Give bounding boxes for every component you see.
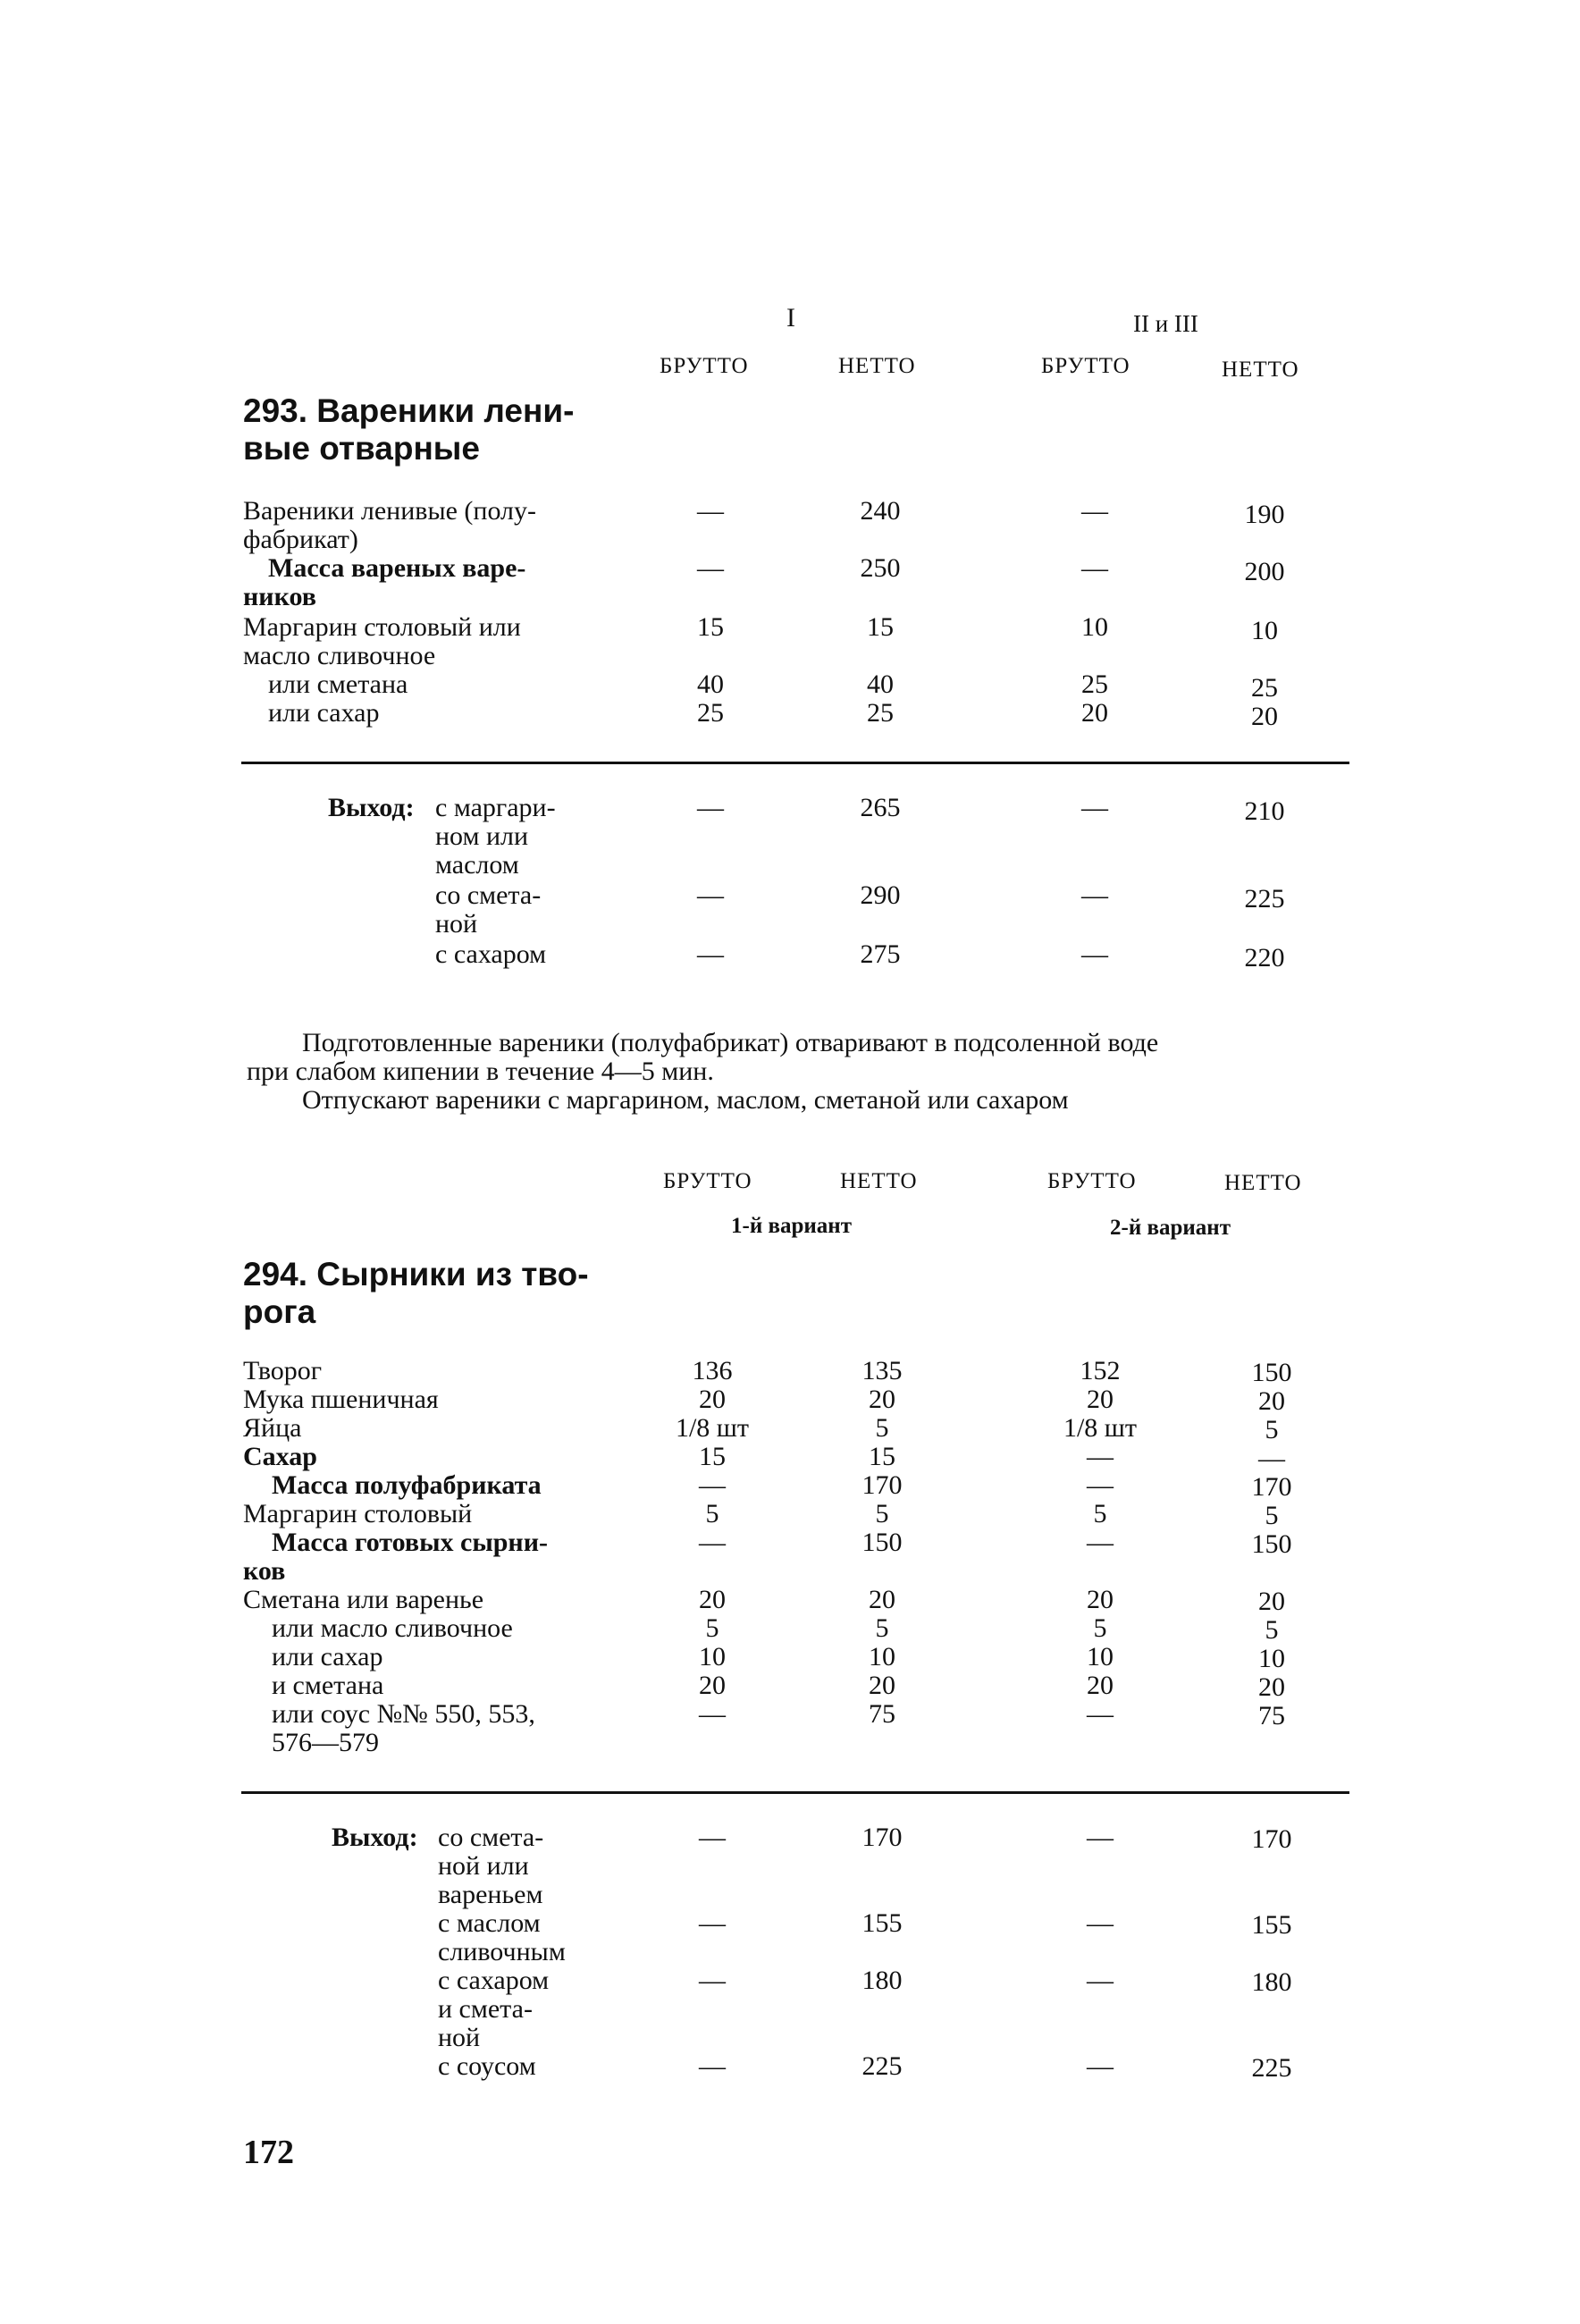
value-cell: 20 (1258, 1386, 1285, 1416)
value-cell: 10 (869, 1642, 895, 1671)
ingredient-label: ков (243, 1556, 286, 1586)
group-header-I: I (786, 303, 795, 333)
value-cell: 5 (1265, 1501, 1279, 1530)
column-header-brutto-2: БРУТТО (1041, 354, 1130, 378)
value-cell: 1/8 шт (675, 1413, 750, 1443)
value-cell: 170 (1251, 1472, 1292, 1502)
output-item-label: с маслом (438, 1908, 541, 1938)
output-label: Выход: (332, 1823, 418, 1852)
output-item-label: со смета- (435, 880, 542, 910)
table-divider (241, 1791, 1349, 1794)
output-item-label: ной (435, 909, 478, 939)
value-cell: — (1087, 1966, 1114, 1995)
value-cell: 170 (1251, 1824, 1292, 1854)
value-cell: 180 (1251, 1967, 1292, 1997)
value-cell: 136 (692, 1356, 733, 1385)
value-cell: 225 (861, 2051, 903, 2081)
output-item-label: и смета- (438, 1994, 533, 2024)
ingredient-label: или сахар (272, 1642, 383, 1671)
value-cell: 15 (697, 612, 724, 642)
value-cell: 150 (1251, 1358, 1292, 1387)
ingredient-label: фабрикат) (243, 525, 358, 554)
value-cell: 1/8 шт (1063, 1413, 1138, 1443)
value-cell: 5 (1093, 1613, 1107, 1643)
value-cell: — (1087, 1470, 1114, 1500)
ingredient-label: масло сливочное (243, 641, 436, 670)
value-cell: 10 (699, 1642, 726, 1671)
serving-instructions: Отпускают вареники с маргарином, маслом, сметаной или сахаром (302, 1085, 1069, 1115)
value-cell: 20 (699, 1585, 726, 1614)
cooking-instructions-line1: Подготовленные вареники (полуфабрикат) отваривают в подсоленной воде (302, 1028, 1159, 1057)
value-cell: 20 (1081, 698, 1108, 728)
value-cell: 20 (1087, 1671, 1114, 1700)
value-cell: 180 (861, 1966, 903, 1995)
value-cell: 75 (1258, 1701, 1285, 1730)
ingredient-label: или сметана (268, 669, 408, 699)
output-item-label: с сахаром (435, 939, 547, 969)
value-cell: 150 (1251, 1529, 1292, 1559)
value-cell: 20 (1258, 1587, 1285, 1616)
value-cell: 10 (1081, 612, 1108, 642)
ingredient-label: Творог (243, 1356, 323, 1385)
table-divider (241, 762, 1349, 764)
value-cell: 25 (1251, 673, 1278, 703)
value-cell: 220 (1244, 943, 1285, 973)
value-cell: 250 (860, 553, 901, 583)
column-header-netto-1: НЕТТО (838, 354, 916, 378)
value-cell: — (699, 1528, 726, 1557)
output-item-label: вареньем (438, 1880, 543, 1909)
cooking-instructions-line2: при слабом кипении в течение 4—5 мин. (247, 1057, 714, 1086)
value-cell: 5 (1265, 1615, 1279, 1645)
ingredient-label: или соус №№ 550, 553, (272, 1699, 535, 1729)
value-cell: — (1258, 1444, 1285, 1473)
output-item-label: со смета- (438, 1823, 544, 1852)
column-header-netto-2: НЕТТО (1224, 1171, 1302, 1195)
value-cell: 20 (869, 1585, 895, 1614)
value-cell: 20 (699, 1671, 726, 1700)
value-cell: — (699, 1699, 726, 1729)
value-cell: 5 (1265, 1415, 1279, 1444)
recipe-294-title-line1: 294. Сырники из тво- (243, 1256, 589, 1293)
output-item-label: ной (438, 2023, 481, 2052)
value-cell: — (1087, 1823, 1114, 1852)
value-cell: 40 (867, 669, 894, 699)
value-cell: — (699, 1470, 726, 1500)
value-cell: — (1087, 1442, 1114, 1471)
value-cell: 5 (705, 1499, 719, 1528)
recipe-294-title-line2: рога (243, 1293, 316, 1330)
output-item-label: с маргари- (435, 793, 556, 822)
value-cell: — (1087, 1699, 1114, 1729)
value-cell: 5 (875, 1613, 889, 1643)
ingredient-label: Масса вареных варе- (268, 553, 526, 583)
value-cell: 5 (705, 1613, 719, 1643)
value-cell: — (697, 793, 724, 822)
column-header-netto-1: НЕТТО (840, 1169, 918, 1193)
value-cell: 210 (1244, 796, 1285, 826)
output-item-label: ной или (438, 1851, 529, 1881)
output-item-label: маслом (435, 850, 519, 880)
value-cell: 155 (1251, 1910, 1292, 1940)
ingredient-label: Масса готовых сырни- (272, 1528, 548, 1557)
ingredient-label: или масло сливочное (272, 1613, 513, 1643)
value-cell: 20 (1251, 702, 1278, 731)
value-cell: 225 (1244, 884, 1285, 914)
ingredient-label: или сахар (268, 698, 380, 728)
value-cell: 190 (1244, 500, 1285, 529)
value-cell: — (697, 496, 724, 526)
value-cell: 152 (1080, 1356, 1121, 1385)
value-cell: — (697, 880, 724, 910)
value-cell: 20 (1087, 1585, 1114, 1614)
ingredient-label: Сахар (243, 1442, 317, 1471)
value-cell: 10 (1251, 616, 1278, 645)
ingredient-label: и сметана (272, 1671, 384, 1700)
value-cell: 40 (697, 669, 724, 699)
value-cell: 200 (1244, 557, 1285, 586)
value-cell: — (699, 1966, 726, 1995)
value-cell: 170 (861, 1823, 903, 1852)
group-header-II-III: II и III (1133, 310, 1198, 337)
value-cell: 5 (875, 1413, 889, 1443)
value-cell: — (697, 939, 724, 969)
value-cell: 25 (697, 698, 724, 728)
value-cell: 290 (860, 880, 901, 910)
value-cell: 15 (699, 1442, 726, 1471)
output-item-label: с сахаром (438, 1966, 550, 1995)
value-cell: — (1081, 939, 1108, 969)
value-cell: 20 (869, 1385, 895, 1414)
ingredient-label: Маргарин столовый (243, 1499, 473, 1528)
column-header-netto-2: НЕТТО (1222, 358, 1299, 382)
value-cell: 25 (867, 698, 894, 728)
value-cell: — (1081, 496, 1108, 526)
ingredient-label: Мука пшеничная (243, 1385, 439, 1414)
page-number: 172 (243, 2134, 294, 2171)
output-item-label: с соусом (438, 2051, 536, 2081)
value-cell: — (699, 2051, 726, 2081)
ingredient-label: Сметана или варенье (243, 1585, 484, 1614)
value-cell: 5 (1093, 1499, 1107, 1528)
value-cell: 5 (875, 1499, 889, 1528)
value-cell: — (1087, 2051, 1114, 2081)
value-cell: 225 (1251, 2053, 1292, 2083)
value-cell: — (1081, 793, 1108, 822)
value-cell: 20 (869, 1671, 895, 1700)
variant-2-header: 2-й вариант (1110, 1216, 1231, 1240)
value-cell: — (1081, 880, 1108, 910)
value-cell: — (1081, 553, 1108, 583)
column-header-brutto-2: БРУТТО (1047, 1169, 1137, 1193)
value-cell: — (699, 1908, 726, 1938)
output-label: Выход: (328, 793, 415, 822)
output-item-label: сливочным (438, 1937, 566, 1966)
value-cell: 25 (1081, 669, 1108, 699)
value-cell: 155 (861, 1908, 903, 1938)
ingredient-label: Маргарин столовый или (243, 612, 521, 642)
value-cell: 15 (867, 612, 894, 642)
value-cell: — (699, 1823, 726, 1852)
value-cell: — (697, 553, 724, 583)
value-cell: 10 (1258, 1644, 1285, 1673)
output-item-label: ном или (435, 821, 529, 851)
ingredient-label: Масса полуфабриката (272, 1470, 542, 1500)
column-header-brutto-1: БРУТТО (663, 1169, 752, 1193)
ingredient-label: Яйца (243, 1413, 302, 1443)
ingredient-label: Вареники ленивые (полу- (243, 496, 537, 526)
variant-1-header: 1-й вариант (731, 1214, 852, 1238)
value-cell: — (1087, 1528, 1114, 1557)
value-cell: 150 (861, 1528, 903, 1557)
value-cell: 20 (699, 1385, 726, 1414)
value-cell: 135 (861, 1356, 903, 1385)
value-cell: 275 (860, 939, 901, 969)
value-cell: 170 (861, 1470, 903, 1500)
value-cell: 15 (869, 1442, 895, 1471)
ingredient-label: 576—579 (272, 1728, 379, 1757)
recipe-293-title-line1: 293. Вареники лени- (243, 392, 575, 429)
value-cell: 20 (1087, 1385, 1114, 1414)
ingredient-label: ников (243, 582, 316, 611)
value-cell: 240 (860, 496, 901, 526)
recipe-293-title-line2: вые отварные (243, 430, 480, 467)
value-cell: — (1087, 1908, 1114, 1938)
value-cell: 265 (860, 793, 901, 822)
value-cell: 75 (869, 1699, 895, 1729)
value-cell: 10 (1087, 1642, 1114, 1671)
column-header-brutto-1: БРУТТО (660, 354, 749, 378)
value-cell: 20 (1258, 1672, 1285, 1702)
